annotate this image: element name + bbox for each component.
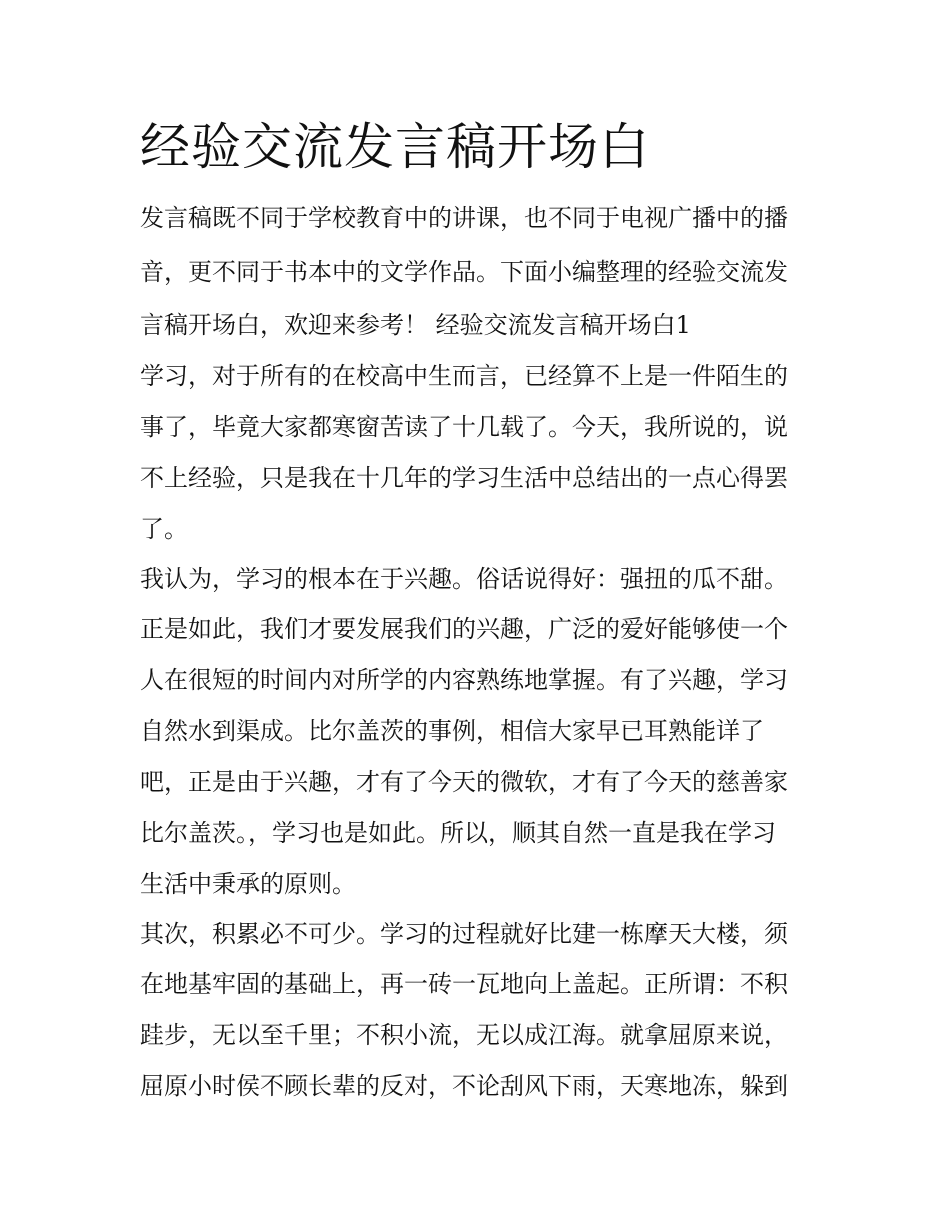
text-line: 言稿开场白，欢迎来参考！ 经验交流发言稿开场白1 xyxy=(140,311,691,339)
text-line: 我认为，学习的根本在于兴趣。俗话说得好：强扭的瓜不甜。 xyxy=(140,565,788,593)
text-line: 跬步，无以至千里；不积小流，无以成江海。就拿屈原来说， xyxy=(140,1021,788,1049)
text-line: 人在很短的时间内对所学的内容熟练地掌握。有了兴趣，学习 xyxy=(140,666,788,694)
text-line: 吧，正是由于兴趣，才有了今天的微软，才有了今天的慈善家 xyxy=(140,768,788,796)
text-line: 了。 xyxy=(140,515,188,543)
text-line: 在地基牢固的基础上，再一砖一瓦地向上盖起。正所谓：不积 xyxy=(140,970,788,998)
text-line: 自然水到渠成。比尔盖茨的事例，相信大家早已耳熟能详了 xyxy=(140,717,764,745)
text-line: 其次，积累必不可少。学习的过程就好比建一栋摩天大楼，须 xyxy=(140,920,788,948)
document-title: 经验交流发言稿开场白 xyxy=(140,118,650,176)
text-line: 正是如此，我们才要发展我们的兴趣，广泛的爱好能够使一个 xyxy=(140,615,788,643)
text-line: 发言稿既不同于学校教育中的讲课，也不同于电视广播中的播 xyxy=(140,204,788,232)
text-line: 事了，毕竟大家都寒窗苦读了十几载了。今天，我所说的，说 xyxy=(140,413,788,441)
text-line: 屈原小时侯不顾长辈的反对，不论刮风下雨，天寒地冻，躲到 xyxy=(140,1072,788,1100)
text-line: 比尔盖茨。，学习也是如此。所以，顺其自然一直是我在学习 xyxy=(140,819,776,847)
text-line: 生活中秉承的原则。 xyxy=(140,870,356,898)
text-line: 学习，对于所有的在校高中生而言，已经算不上是一件陌生的 xyxy=(140,362,788,390)
text-line: 不上经验，只是我在十几年的学习生活中总结出的一点心得罢 xyxy=(140,464,788,492)
text-line: 音，更不同于书本中的文学作品。下面小编整理的经验交流发 xyxy=(140,258,788,286)
